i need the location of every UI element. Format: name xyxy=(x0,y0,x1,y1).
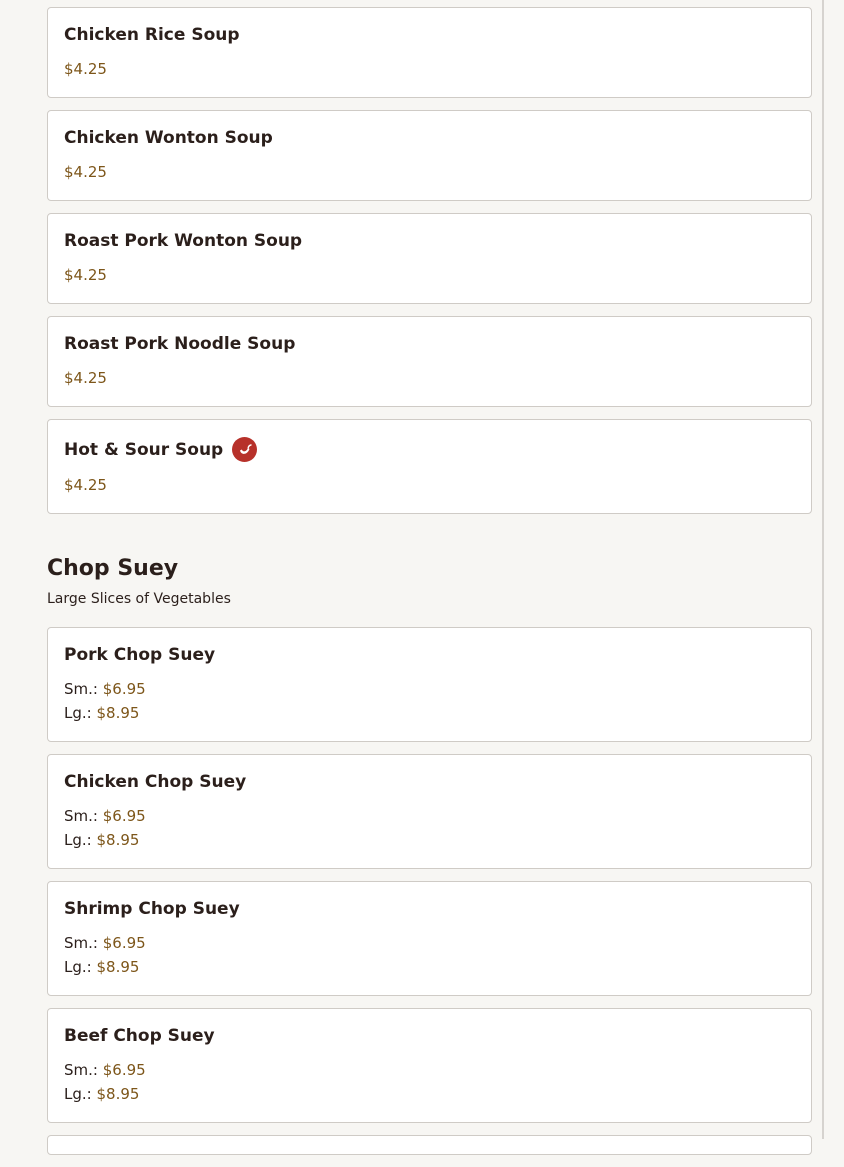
menu-item-name: Roast Pork Noodle Soup xyxy=(64,334,296,354)
menu-item-price: $4.25 xyxy=(64,476,107,494)
menu-item-price-line xyxy=(64,366,795,390)
menu-item-card[interactable] xyxy=(47,419,812,514)
menu-content xyxy=(47,0,812,1167)
menu-item-card[interactable] xyxy=(47,881,812,996)
small-price-line xyxy=(64,1058,795,1082)
small-price: $6.95 xyxy=(102,807,146,825)
chili-pepper-icon xyxy=(237,442,253,458)
menu-item-name: Chicken Rice Soup xyxy=(64,25,240,45)
menu-item-name: Beef Chop Suey xyxy=(64,1026,215,1046)
small-size-label: Sm.: xyxy=(64,680,98,698)
menu-item-header xyxy=(64,644,795,666)
section-title: Chop Suey xyxy=(47,556,179,581)
menu-item-price: $4.25 xyxy=(64,266,107,284)
menu-item-card[interactable] xyxy=(47,7,812,98)
large-size-label: Lg.: xyxy=(64,958,92,976)
menu-item-price-line xyxy=(64,160,795,184)
menu-item-header xyxy=(64,230,795,252)
menu-item-card[interactable] xyxy=(47,754,812,869)
menu-item-card[interactable] xyxy=(47,1008,812,1123)
small-price-line xyxy=(64,677,795,701)
menu-item-name: Roast Pork Wonton Soup xyxy=(64,231,303,251)
menu-item-name: Hot & Sour Soup xyxy=(64,439,224,460)
menu-item-price-line xyxy=(64,263,795,287)
large-price: $8.95 xyxy=(96,1085,140,1103)
large-size-label: Lg.: xyxy=(64,704,92,722)
small-price: $6.95 xyxy=(102,1061,146,1079)
large-price-line xyxy=(64,828,795,852)
menu-item-price-line xyxy=(64,57,795,81)
menu-item-price: $4.25 xyxy=(64,369,107,387)
menu-item-price-line xyxy=(64,473,795,497)
menu-item-price: $4.25 xyxy=(64,163,107,181)
large-price: $8.95 xyxy=(96,831,140,849)
menu-item-price: $4.25 xyxy=(64,60,107,78)
small-size-label: Sm.: xyxy=(64,1061,98,1079)
large-size-label: Lg.: xyxy=(64,831,92,849)
large-price-line xyxy=(64,1082,795,1106)
small-price-line xyxy=(64,804,795,828)
menu-item-name: Chicken Chop Suey xyxy=(64,772,247,792)
menu-item-name: Shrimp Chop Suey xyxy=(64,899,240,919)
menu-item-card[interactable] xyxy=(47,213,812,304)
small-price: $6.95 xyxy=(102,680,146,698)
menu-item-header xyxy=(64,898,795,920)
large-price: $8.95 xyxy=(96,704,140,722)
menu-item-card-partial[interactable] xyxy=(47,1135,812,1155)
menu-item-card[interactable] xyxy=(47,110,812,201)
menu-item-name: Pork Chop Suey xyxy=(64,645,216,665)
menu-item-header xyxy=(64,771,795,793)
large-price-line xyxy=(64,701,795,725)
small-size-label: Sm.: xyxy=(64,934,98,952)
spicy-chili-icon xyxy=(232,437,257,462)
small-price: $6.95 xyxy=(102,934,146,952)
menu-item-header xyxy=(64,127,795,149)
menu-item-header xyxy=(64,333,795,355)
menu-item-card[interactable] xyxy=(47,627,812,742)
large-price: $8.95 xyxy=(96,958,140,976)
menu-item-card[interactable] xyxy=(47,316,812,407)
small-size-label: Sm.: xyxy=(64,807,98,825)
large-size-label: Lg.: xyxy=(64,1085,92,1103)
menu-item-header xyxy=(64,24,795,46)
menu-item-header xyxy=(64,1025,795,1047)
menu-item-header xyxy=(64,436,795,463)
page-scroll-edge xyxy=(822,0,824,1139)
section-description: Large Slices of Vegetables xyxy=(47,591,231,607)
menu-item-name: Chicken Wonton Soup xyxy=(64,128,273,148)
large-price-line xyxy=(64,955,795,979)
small-price-line xyxy=(64,931,795,955)
